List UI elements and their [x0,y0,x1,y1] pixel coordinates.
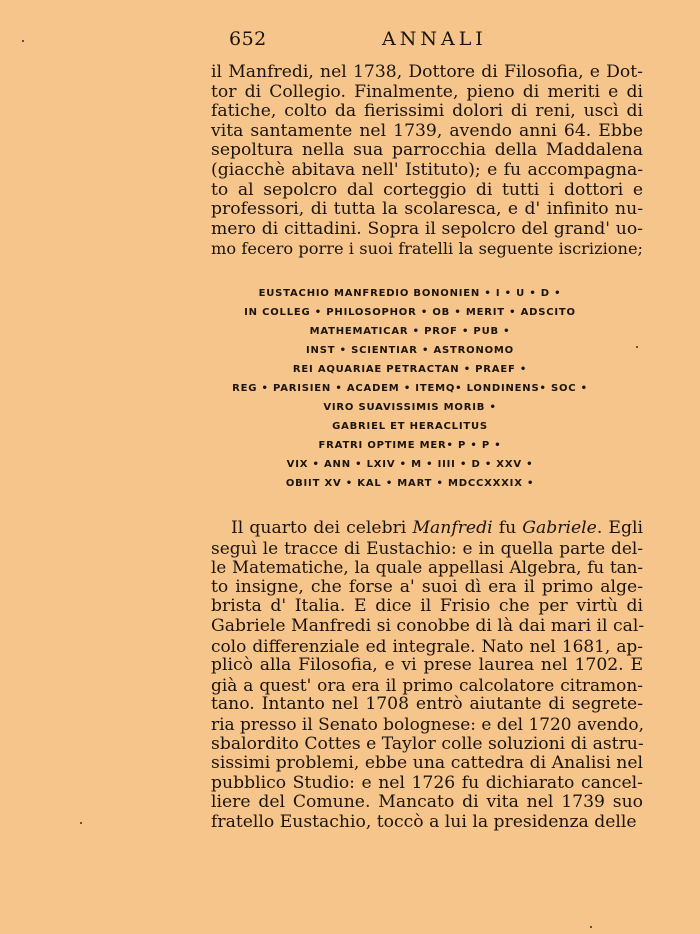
page-header [0,28,700,54]
text-run: . Egli [596,518,643,538]
inscription-line: VIRO SUAVISSIMIS MORIB • [323,402,497,413]
paper-speck [590,926,592,928]
text-line: il Manfredi, nel 1738, Dottore di Filosofia, e Dot- [211,62,643,82]
text-line-first [211,519,643,539]
inscription-line: INST • SCIENTIAR • ASTRONOMO [306,345,514,356]
inscription-line: IN COLLEG • PHILOSOPHOR • OB • MERIT • ADSCITO [244,307,576,318]
text-run: Il quarto dei celebri [231,518,413,538]
text-line: colo differenziale ed integrale. Nato nel 1681, ap- [211,635,643,656]
text-line: plicò alla Filosofia, e vi prese laurea nel 1702. E [211,655,643,676]
text-line: sepoltura nella sua parrocchia della Maddalena [211,140,643,161]
text-line: to al sepolcro dal corteggio di tutti i dottori e [211,179,643,200]
text-line: tano. Intanto nel 1708 entrò aiutante di segrete- [211,694,643,715]
running-title: ANNALI [382,28,487,50]
inscription-line: VIX • ANN • LXIV • M • IIII • D • XXV • [286,459,534,470]
text-line: ria presso il Senato bolognese: e del 1720 avendo, [211,713,644,734]
inscription-line: OBIIT XV • KAL • MART • MDCCXXXIX • [285,478,535,489]
text-line: le Matematiche, la quale appellasi Algebra, fu tan- [211,557,643,578]
text-line: to insigne, che forse a' suoi dì era il primo alge- [211,576,643,597]
page-number: 652 [229,28,267,50]
text-run: fu [492,518,523,538]
paper-speck [22,40,24,42]
inscription-line: REG • PARISIEN • ACADEM • ITEMQ• LONDINENS• SOC • [232,383,588,394]
text-line: mo fecero porre i suoi fratelli la seguente iscrizione; [211,239,643,259]
paper-speck [80,822,82,824]
text-line: pubblico Studio: e nel 1726 fu dichiarato cancel- [211,772,643,793]
inscription-line: MATHEMATICAR • PROF • PUB • [309,326,511,337]
paper-speck [636,346,638,348]
text-line: brista d' Italia. E dice il Frisio che per virtù di [211,596,643,617]
text-line: seguì le tracce di Eustachio: e in quella parte del- [211,537,643,558]
text-line: già a quest' ora era il primo calcolatore citramon- [211,674,643,695]
epitaph-inscription [200,284,620,493]
inscription-line: FRATRI OPTIME MER• P • P • [318,440,502,451]
inscription-line: EUSTACHIO MANFREDIO BONONIEN • I • U • D • [258,288,562,299]
text-line: (giacchè abitava nell' Istituto); e fu accompagna- [211,159,643,180]
paragraph-2 [211,519,643,833]
text-line: professori, di tutta la scolaresca, e d' infinito nu- [211,199,643,220]
text-line: fatiche, colto da fierissimi dolori di reni, uscì di [211,101,643,122]
text-line: Gabriele Manfredi si conobbe di là dai mari il cal- [211,615,645,636]
name-gabriele: Gabriele [522,518,597,538]
paragraph-1 [211,63,643,259]
text-line: liere del Comune. Mancato di vita nel 1739 suo [211,792,643,813]
text-line: vita santamente nel 1739, avendo anni 64. Ebbe [211,120,643,141]
text-line: mero di cittadini. Sopra il sepolcro del grand' uo- [211,218,643,239]
text-line: tor di Collegio. Finalmente, pieno di meriti e di [211,81,643,102]
text-line: fratello Eustachio, toccò a lui la presidenza delle [211,811,637,832]
inscription-line: GABRIEL ET HERACLITUS [332,421,488,432]
text-line: sbalordito Cottes e Taylor colle soluzioni di astru- [211,733,644,754]
text-line: sissimi problemi, ebbe una cattedra di Analisi nel [211,753,643,774]
inscription-line: REI AQUARIAE PETRACTAN • PRAEF • [292,364,528,375]
name-manfredi: Manfredi [412,518,493,538]
